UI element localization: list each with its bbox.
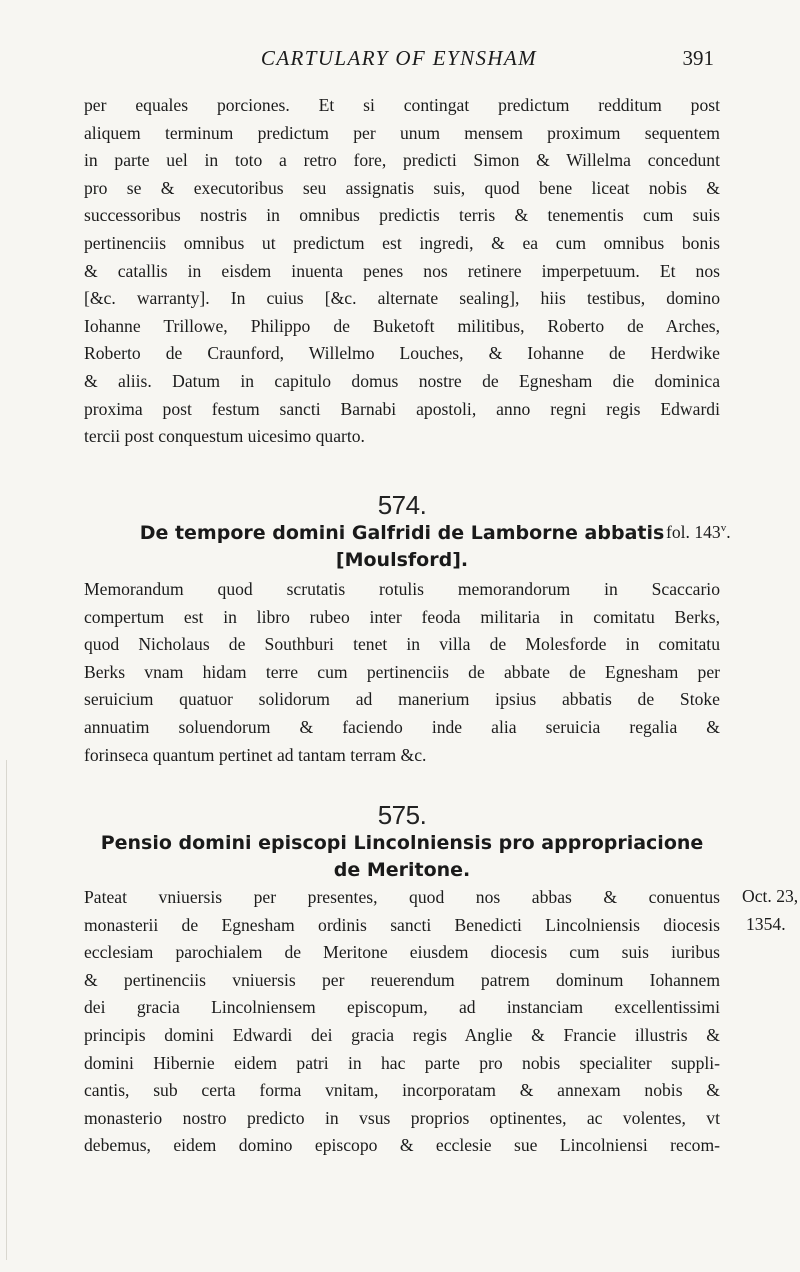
text-line: aliquem terminum predictum per unum mensem proximum sequentem — [84, 122, 720, 143]
text-line: domini Hibernie eidem patri in hac parte pro nobis specialiter suppli- — [84, 1052, 720, 1073]
text-line: seruicium quatuor solidorum ad manerium ipsius abbatis de Stoke — [84, 689, 720, 710]
page-number: 391 — [682, 46, 714, 70]
text-line: Iohanne Trillowe, Philippo de Buketoft militibus, Roberto de Arches, — [84, 315, 720, 336]
text-line: Memorandum quod scrutatis rotulis memorandorum in Scaccario — [84, 579, 720, 599]
text-line: monasterio nostro predicto in vsus proprios optinentes, ac volentes, vt — [84, 1107, 720, 1128]
entry-number-575: 575. — [377, 800, 427, 830]
text-line: annuatim soluendorum & faciendo inde alia seruicia regalia & — [84, 716, 720, 737]
page-header — [84, 46, 714, 76]
heading-line: De tempore domini Galfridi de Lamborne abbatis — [139, 522, 665, 544]
running-title: CARTULARY OF EYNSHAM — [260, 46, 538, 70]
text-line: ecclesiam parochialem de Meritone eiusdem diocesis cum suis iuribus — [84, 942, 720, 963]
text-line: dei gracia Lincolniensem episcopum, ad instanciam excellentissimi — [84, 997, 720, 1018]
text-line: quod Nicholaus de Southburi tenet in villa de Molesforde in comitatu — [84, 634, 720, 655]
text-line: debemus, eidem domino episcopo & ecclesie sue Lincolniensi recom- — [84, 1135, 720, 1156]
text-line: per equales porciones. Et si contingat predictum redditum post — [84, 95, 720, 115]
text-line: pertinenciis omnibus ut predictum est ingredi, & ea cum omnibus bonis — [84, 232, 720, 253]
text-line: & aliis. Datum in capitulo domus nostre de Egnesham die dominica — [84, 370, 720, 391]
entry-heading-574 — [84, 520, 720, 574]
text-line: pro se & executoribus seu assignatis suis, quod bene liceat nobis & — [84, 177, 720, 198]
heading-line: de Meritone. — [333, 859, 471, 881]
text-line: Berks vnam hidam terre cum pertinenciis de abbate de Egnesham per — [84, 661, 720, 682]
entry-575-text — [84, 884, 720, 1160]
page-edge-shadow — [6, 760, 7, 1260]
text-line: Roberto de Craunford, Willelmo Louches, & Iohanne de Herdwike — [84, 343, 720, 364]
intro-paragraph — [84, 92, 720, 451]
entry-574-text — [84, 576, 720, 769]
entry-heading-575 — [84, 830, 720, 884]
text-line: forinseca quantum pertinet ad tantam terram &c. — [84, 744, 427, 765]
text-line: monasterii de Egnesham ordinis sancti Benedicti Lincolniensis diocesis — [84, 914, 720, 935]
text-line: proxima post festum sancti Barnabi apostoli, anno regni regis Edwardi — [84, 398, 720, 419]
text-line: & pertinenciis vniuersis per reuerendum patrem dominum Iohannem — [84, 969, 720, 990]
text-line: compertum est in libro rubeo inter feoda militaria in comitatu Berks, — [84, 606, 720, 627]
entry-number-574: 574. — [377, 490, 427, 520]
text-line: [&c. warranty]. In cuius [&c. alternate sealing], hiis testibus, domino — [84, 288, 720, 309]
text-line: principis domini Edwardi dei gracia regis Anglie & Francie illustris & — [84, 1024, 720, 1045]
heading-line: [Moulsford]. — [335, 549, 469, 571]
folio-margin-note: fol. 143$^v$. — [666, 522, 731, 542]
text-line: & catallis in eisdem inuenta penes nos retinere imperpetuum. Et nos — [84, 260, 720, 281]
text-line: tercii post conquestum uicesimo quarto. — [84, 426, 365, 447]
text-line: cantis, sub certa forma vnitam, incorporatam & annexam nobis & — [84, 1080, 720, 1101]
heading-line: Pensio domini episcopi Lincolniensis pro appropriacione — [100, 832, 704, 854]
date-margin-note: Oct. 23, — [742, 886, 799, 906]
text-line: in parte uel in toto a retro fore, predicti Simon & Willelma concedunt — [84, 150, 720, 171]
year-margin-note: 1354. — [746, 914, 786, 934]
text-line: successoribus nostris in omnibus predictis terris & tenementis cum suis — [84, 205, 720, 226]
text-line: Pateat vniuersis per presentes, quod nos abbas & conuentus — [84, 887, 720, 907]
